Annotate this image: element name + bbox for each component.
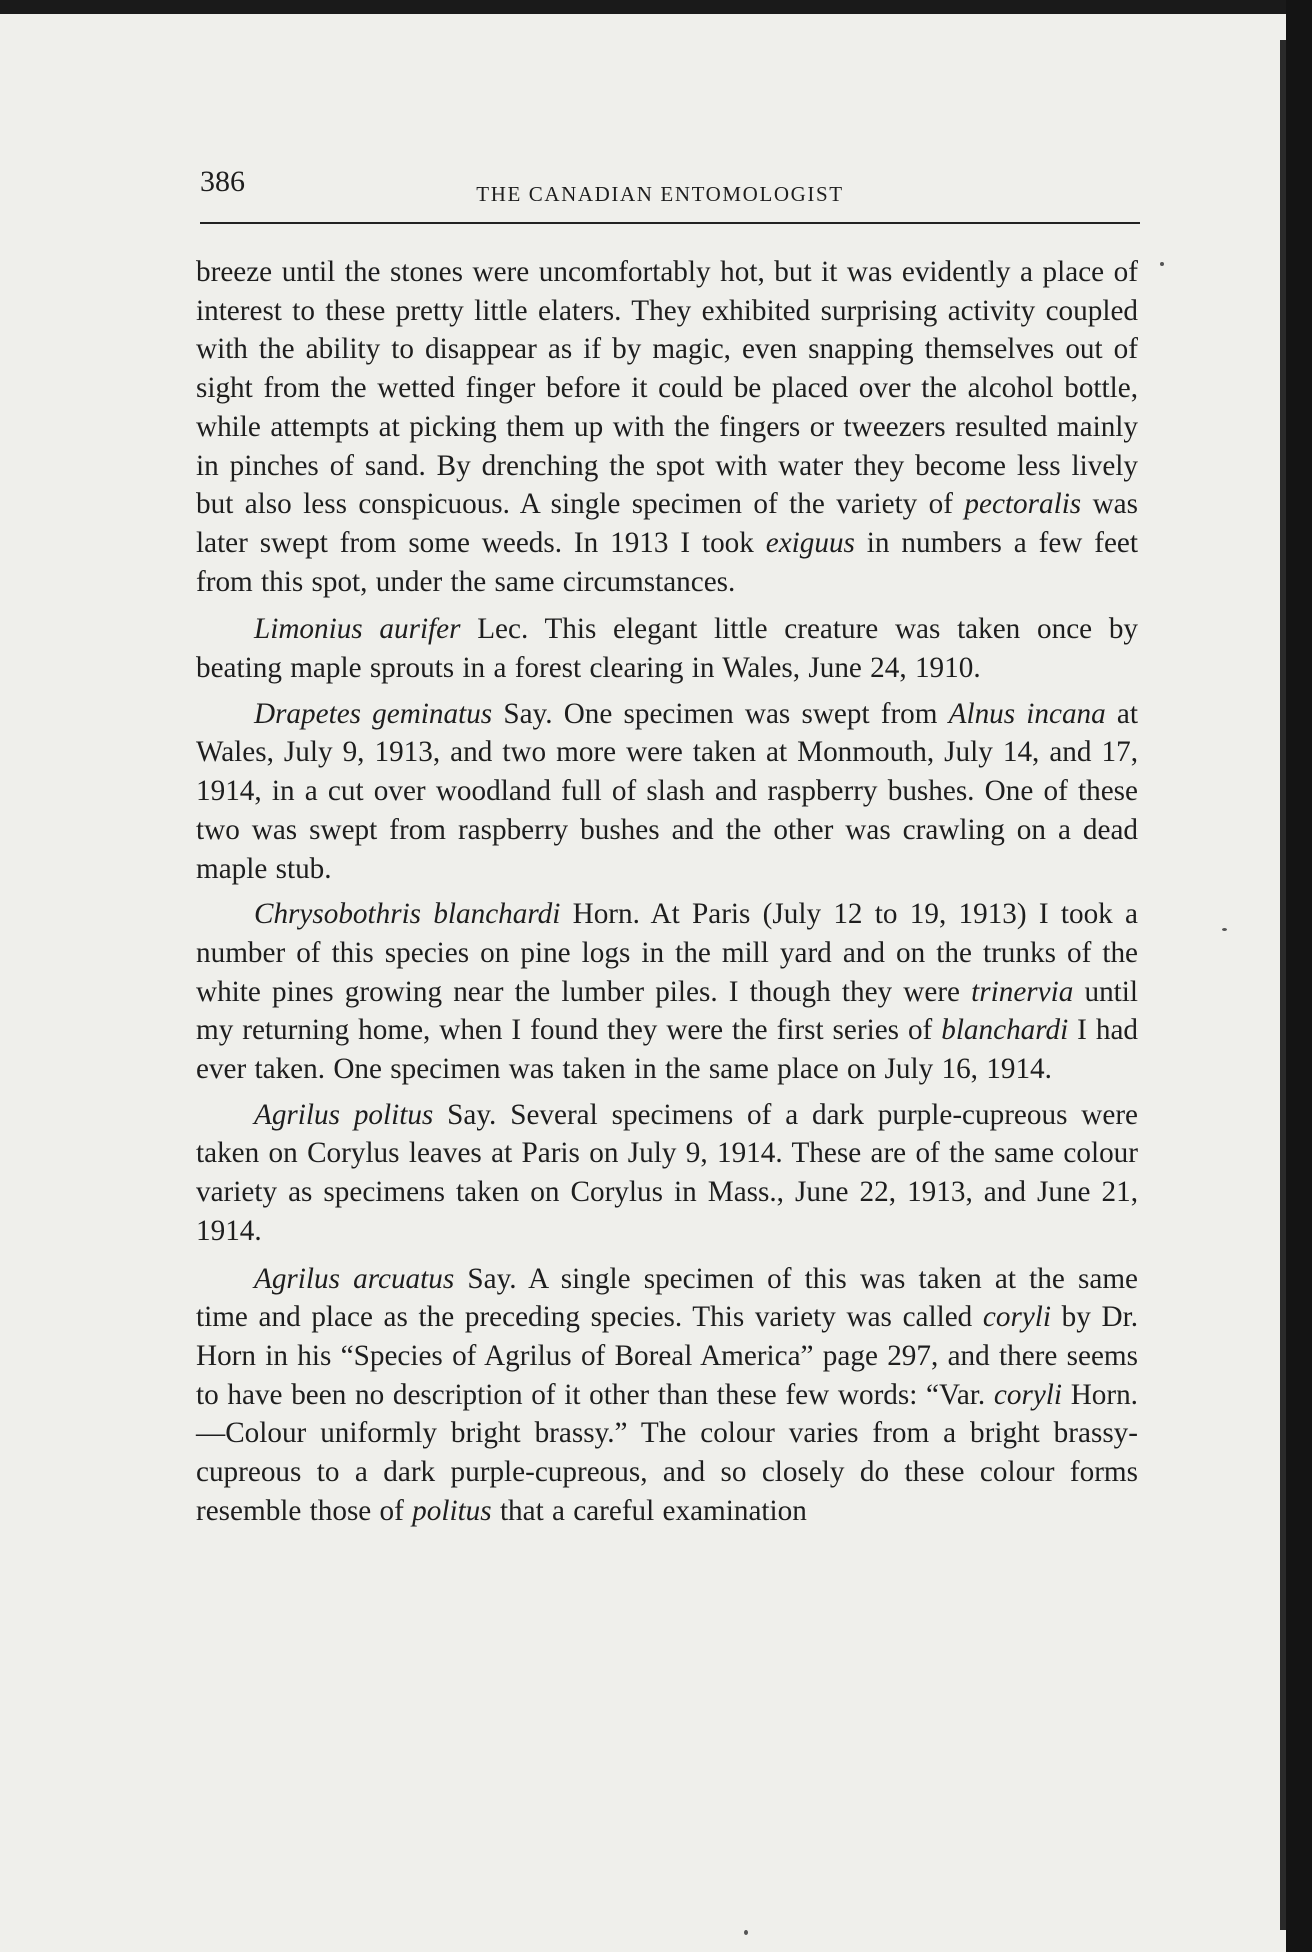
scan-speck: [744, 1930, 748, 1935]
species-name: politus: [412, 1494, 492, 1527]
species-name: Chrysobothris blanchardi: [254, 898, 561, 931]
species-name: coryli: [982, 1301, 1051, 1334]
species-name: Limonius aurifer: [254, 613, 461, 646]
scan-right-edge: [1286, 0, 1312, 1952]
scan-top-edge: [0, 0, 1312, 14]
paragraph: [196, 895, 1138, 1089]
scan-speck: [1160, 262, 1164, 266]
paragraph: [196, 695, 1138, 889]
species-name: Alnus incana: [948, 697, 1106, 730]
paragraph: [196, 610, 1138, 687]
page-number: 386: [200, 165, 245, 198]
species-name: exiguus: [765, 526, 855, 559]
text-run: I had ever taken. One specimen was taken in the same place on July 16, 1914.: [196, 1014, 1138, 1086]
text-run: Horn. At Paris (July 12 to 19, 1913) I took a number of this species on pine logs in the mill yard and on the trunks of the white pines growing near the lumber piles. I though they were: [196, 898, 1138, 1008]
species-name: pectoralis: [964, 488, 1082, 521]
journal-title: THE CANADIAN ENTOMOLOGIST: [476, 182, 844, 206]
species-name: trinervia: [971, 975, 1074, 1008]
journal-page: [188, 165, 1139, 1885]
article-body: [196, 253, 1138, 1538]
text-run: Horn.—Colour uniformly bright brassy.” The colour varies from a bright brassy-cupreous to a dark purple-cupreous, and so closely do these colour forms resemble those of: [196, 1378, 1138, 1527]
text-run: Say. One specimen was swept from: [492, 697, 949, 730]
text-run: at Wales, July 9, 1913, and two more were taken at Monmouth, July 14, and 17, 1914, in a cut over woodland full of slash and raspberry bushes. One of these two was swept from raspberry bushes and the other was crawling on a dead maple stub.: [196, 697, 1138, 885]
species-name: blanchardi: [941, 1014, 1069, 1047]
text-run: was later swept from some weeds. In 1913 I took: [196, 488, 1138, 559]
header-rule: [200, 222, 1140, 224]
paragraph: [196, 253, 1138, 601]
running-head: [188, 165, 1132, 215]
text-run: that a careful examination: [491, 1494, 807, 1527]
species-name: Agrilus arcuatus: [254, 1262, 455, 1295]
text-run: until my returning home, when I found they were the first series of: [196, 975, 1138, 1047]
scan-speck: [1222, 928, 1227, 931]
paragraph: [196, 1260, 1138, 1531]
paragraph: [196, 1096, 1138, 1251]
text-run: in numbers a few feet from this spot, under the same circumstances.: [196, 526, 1138, 598]
text-run: Say. Several specimens of a dark purple-cupreous were taken on Corylus leaves at Paris on July 9, 1914. These are of the same colour variety as specimens taken on Corylus in Mass., June 22, 1913, and June 21, 1914.: [196, 1098, 1138, 1247]
species-name: coryli: [993, 1378, 1062, 1411]
text-run: breeze until the stones were uncomfortably hot, but it was evidently a place of interest to these pretty little elaters. They exhibited surprising activity coupled with the ability to disappear as if by magic, even snapping themselves out of sight from the wetted finger before it could be placed over the alcohol bottle, while attempts at picking them up with the fingers or tweezers resulted mainly in pinches of sand. By drenching the spot with water they become less lively but also less conspicuous. A single specimen of the variety of: [196, 256, 1138, 521]
species-name: Agrilus politus: [254, 1098, 434, 1131]
text-run: Lec. This elegant little creature was taken once by beating maple sprouts in a forest clearing in Wales, June 24, 1910.: [196, 613, 1139, 685]
species-name: Drapetes geminatus: [254, 697, 493, 730]
text-run: Say. A single specimen of this was taken at the same time and place as the preceding species. This variety was called: [196, 1262, 1138, 1334]
text-run: by Dr. Horn in his “Species of Agrilus of Boreal America” page 297, and there seems to have been no description of it other than these few words: “Var.: [196, 1301, 1138, 1411]
